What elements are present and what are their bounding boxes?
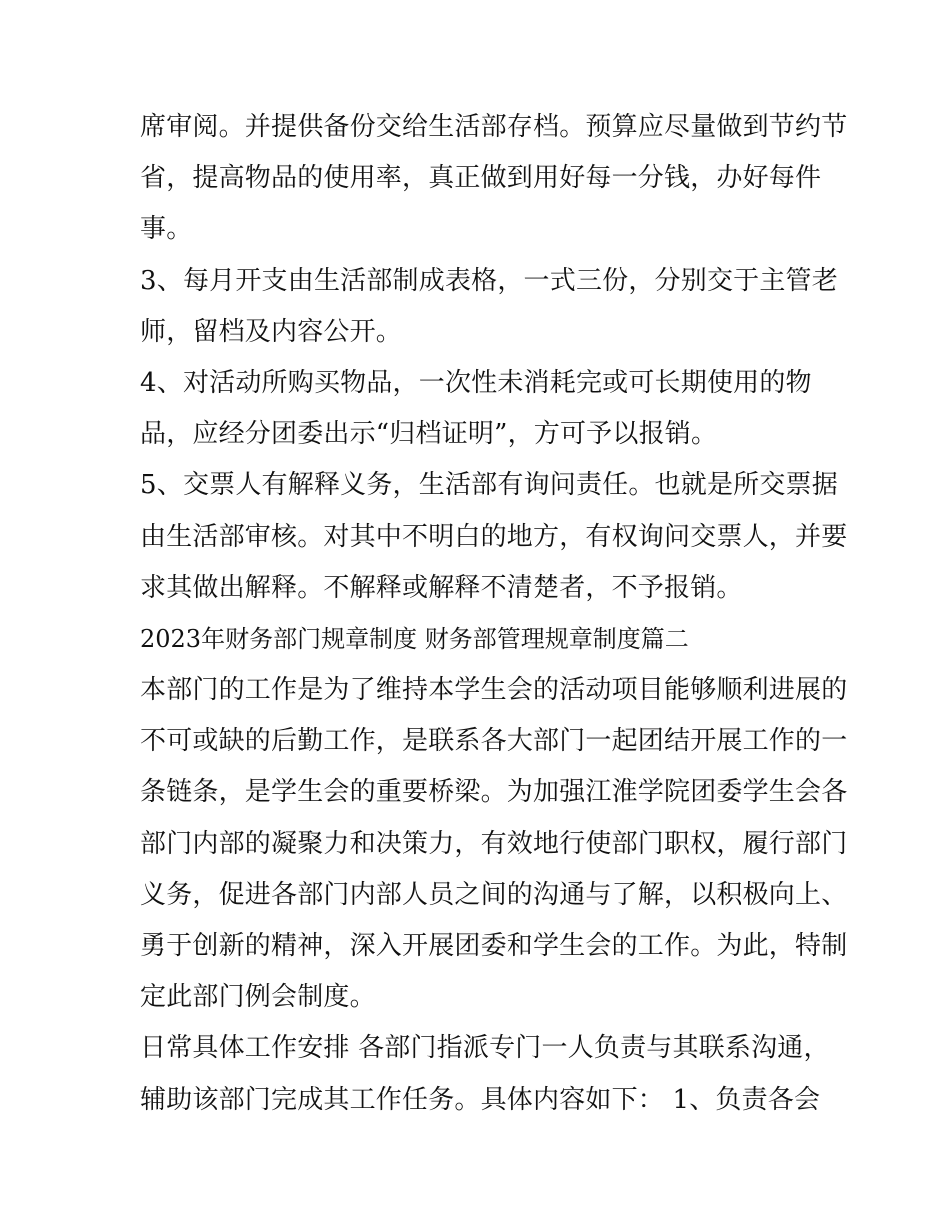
text-line: 日常具体工作安排 各部门指派专门一人负责与其联系沟通， [140,1033,830,1064]
text-line: 本部门的工作是为了维持本学生会的活动项目能够顺利进展的 [140,675,848,706]
text-line: 部门内部的凝聚力和决策力，有效地行使部门职权，履行部门 [140,828,848,859]
text-line: 3、每月开支由生活部制成表格，一式三份，分别交于主管老 [140,265,838,296]
text-line: 师，留档及内容公开。 [140,316,403,347]
text-line: 省，提高物品的使用率，真正做到用好每一分钱，办好每件 [140,163,822,194]
text-line: 4、对活动所购买物品，一次性未消耗完或可长期使用的物 [140,367,812,398]
text-line: 不可或缺的后勤工作，是联系各大部门一起团结开展工作的一 [140,726,848,757]
text-line: 义务，促进各部门内部人员之间的沟通与了解，以积极向上、 [140,879,848,910]
text-line: 由生活部审核。对其中不明白的地方，有权询问交票人，并要 [140,521,848,552]
text-line: 条链条，是学生会的重要桥梁。为加强江淮学院团委学生会各 [140,777,848,808]
text-line: 定此部门例会制度。 [140,982,376,1013]
text-line: 席审阅。并提供备份交给生活部存档。预算应尽量做到节约节 [140,112,848,142]
text-line: 求其做出解释。不解释或解释不清楚者，不予报销。 [140,572,743,603]
text-line: 5、交票人有解释义务，生活部有询问责任。也就是所交票据 [140,470,838,501]
text-line: 辅助该部门完成其工作任务。具体内容如下： 1、负责各会 [140,1084,821,1115]
text-line: 勇于创新的精神，深入开展团委和学生会的工作。为此，特制 [140,931,848,961]
document-body [140,102,848,1126]
section-heading: 2023年财务部门规章制度 财务部管理规章制度篇二 [140,624,689,653]
text-line: 品，应经分团委出示“归档证明”，方可予以报销。 [140,419,718,450]
text-line: 事。 [140,214,193,245]
